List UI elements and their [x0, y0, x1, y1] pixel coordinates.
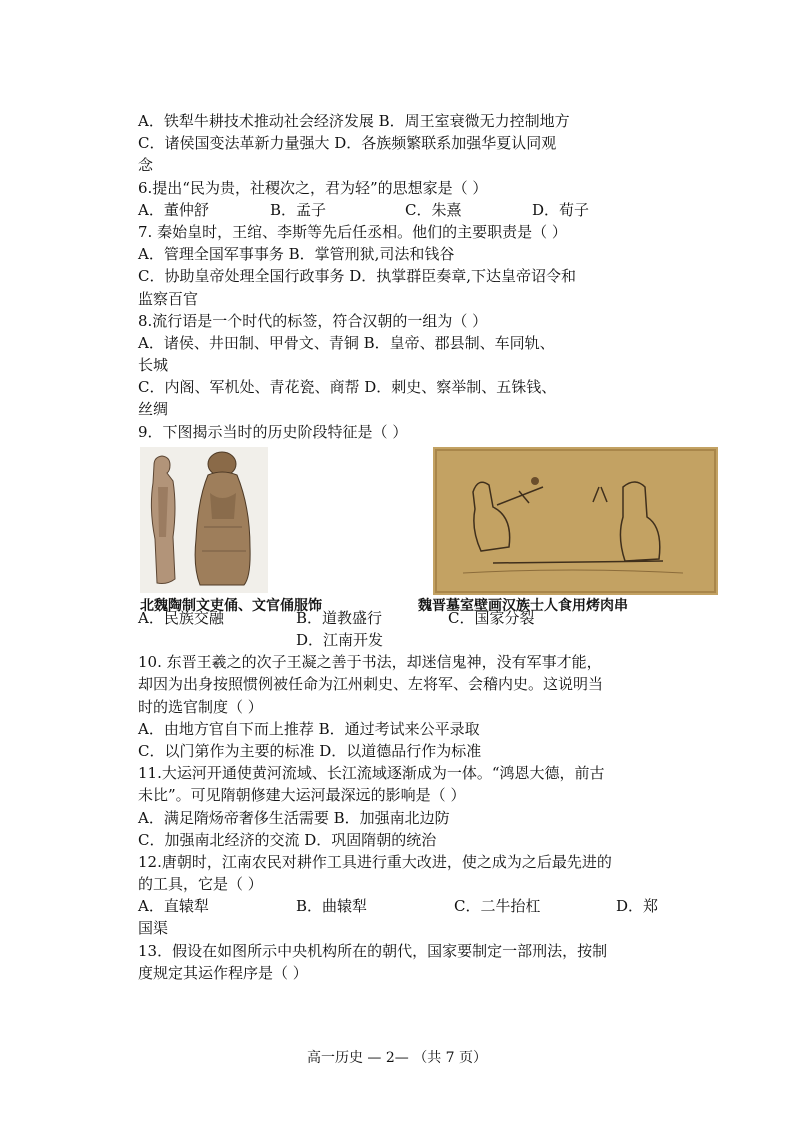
question-6: 6.提出“民为贵，社稷次之，君为轻”的思想家是（ ）: [138, 178, 488, 197]
q6-option-d: D．荀子: [532, 200, 590, 219]
question-9: 9．下图揭示当时的历史阶段特征是（ ）: [138, 422, 408, 441]
text-line: 的工具，它是（ ）: [138, 875, 263, 894]
question-9-figures: [138, 447, 663, 614]
text-line: A．铁犁牛耕技术推动社会经济发展 B．周王室衰微无力控制地方: [138, 112, 570, 130]
q9-option-c: C．国家分裂: [448, 608, 535, 627]
text-line: 却因为出身按照惯例被任命为江州刺史、左将军、会稽内史。这说明当: [138, 675, 604, 694]
q6-option-c: C．朱熹: [405, 200, 462, 219]
text-line: A．管理全国军事事务 B．掌管刑狱,司法和钱谷: [138, 245, 455, 264]
right-figure-caption: 魏晋墓室壁画汉族士人食用烤肉串: [418, 597, 628, 614]
text-line: A．满足隋炀帝奢侈生活需要 B．加强南北边防: [138, 808, 450, 827]
text-line: 时的选官制度（ ）: [138, 697, 263, 716]
q6-option-a: A．董仲舒: [138, 200, 209, 219]
left-figure-caption: 北魏陶制文吏俑、文官俑服饰: [140, 597, 322, 614]
pottery-figurines-image: [140, 447, 268, 593]
page-content: [138, 110, 663, 984]
question-8: 8.流行语是一个时代的标签，符合汉朝的一组为（ ）: [138, 311, 488, 330]
question-10: 10. 东晋王羲之的次子王凝之善于书法，却迷信鬼神，没有军事才能，: [138, 653, 602, 672]
text-line: 念: [138, 156, 154, 175]
q12-option-c: C．二牛抬杠: [454, 897, 541, 916]
q12-options: [138, 895, 663, 917]
text-line: 未比”。可见隋朝修建大运河最深远的影响是（ ）: [138, 786, 466, 805]
text-line: C．以门第作为主要的标准 D．以道德品行作为标准: [138, 741, 482, 760]
text-line: 丝绸: [138, 400, 169, 419]
tomb-mural-image: [433, 447, 718, 595]
page-footer: 高一历史 — 2— （共 7 页）: [306, 1050, 488, 1066]
q6-options: [138, 199, 663, 221]
q12-option-d: D．郑: [616, 897, 659, 916]
text-line: C．内阁、军机处、青花瓷、商帮 D．刺史、察举制、五铢钱、: [138, 378, 557, 397]
question-12: 12.唐朝时，江南农民对耕作工具进行重大改进，使之成为之后最先进的: [138, 852, 612, 871]
text-line: A．诸侯、井田制、甲骨文、青铜 B．皇帝、郡县制、车同轨、: [138, 333, 555, 352]
question-7: 7. 秦始皇时，王绾、李斯等先后任丞相。他们的主要职责是（ ）: [138, 222, 567, 241]
q9-option-d: D．江南开发: [296, 631, 384, 649]
q6-option-b: B．孟子: [270, 200, 327, 219]
text-line: 度规定其运作程序是（ ）: [138, 963, 308, 982]
q9-options-row-2: [138, 629, 663, 651]
text-line: C．诸侯国变法革新力量强大 D．各族频繁联系加强华夏认同观: [138, 134, 557, 153]
q9-option-a: A．民族交融: [138, 608, 224, 627]
question-11: 11.大运河开通使黄河流域、长江流域逐渐成为一体。“鸿恩大德，前古: [138, 764, 605, 783]
text-line: 监察百官: [138, 289, 199, 308]
text-line: C．协助皇帝处理全国行政事务 D．执掌群臣奏章,下达皇帝诏令和: [138, 267, 577, 286]
text-line: C．加强南北经济的交流 D．巩固隋朝的统治: [138, 830, 437, 849]
question-13: 13．假设在如图所示中央机构所在的朝代，国家要制定一部刑法，按制: [138, 941, 608, 960]
q12-option-b: B．曲辕犁: [296, 897, 368, 916]
text-line: 长城: [138, 356, 169, 375]
text-line: A．由地方官自下而上推荐 B．通过考试来公平录取: [138, 719, 480, 738]
text-line: 国渠: [138, 919, 169, 938]
q12-option-a: A．直辕犁: [138, 897, 209, 916]
q9-option-b: B．道教盛行: [296, 608, 383, 627]
